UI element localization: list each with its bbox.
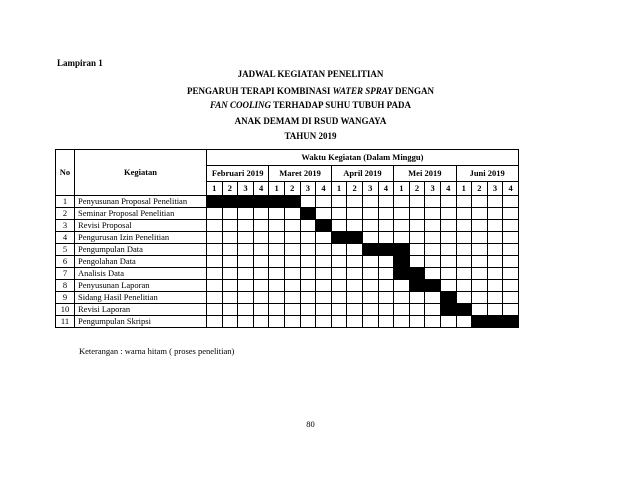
schedule-cell <box>347 280 363 292</box>
schedule-cell <box>284 256 300 268</box>
schedule-cell <box>284 208 300 220</box>
schedule-cell-active <box>487 316 503 328</box>
schedule-cell <box>472 244 488 256</box>
week-header-15: 3 <box>425 182 441 196</box>
schedule-cell <box>253 256 269 268</box>
row-number: 5 <box>56 244 75 256</box>
schedule-cell <box>425 232 441 244</box>
week-header-14: 2 <box>409 182 425 196</box>
schedule-cell <box>456 196 472 208</box>
week-header-18: 2 <box>472 182 488 196</box>
schedule-cell <box>284 304 300 316</box>
week-header-6: 2 <box>284 182 300 196</box>
schedule-cell <box>316 316 332 328</box>
schedule-cell <box>487 208 503 220</box>
schedule-cell-active <box>456 304 472 316</box>
schedule-cell <box>425 304 441 316</box>
schedule-cell <box>222 244 238 256</box>
schedule-cell <box>300 196 316 208</box>
schedule-cell <box>409 208 425 220</box>
week-header-12: 4 <box>378 182 394 196</box>
schedule-cell <box>394 280 410 292</box>
month-header-3: April 2019 <box>331 166 393 182</box>
schedule-cell <box>378 232 394 244</box>
schedule-cell <box>331 244 347 256</box>
schedule-cell <box>456 292 472 304</box>
schedule-cell <box>503 244 519 256</box>
schedule-cell <box>425 256 441 268</box>
schedule-cell <box>269 256 285 268</box>
schedule-cell <box>472 232 488 244</box>
schedule-cell <box>378 196 394 208</box>
schedule-cell <box>269 304 285 316</box>
schedule-cell <box>269 280 285 292</box>
schedule-cell <box>472 208 488 220</box>
week-header-16: 4 <box>440 182 456 196</box>
legend-note: Keterangan : warna hitam ( proses penelitian) <box>79 346 235 356</box>
schedule-cell <box>409 196 425 208</box>
row-number: 10 <box>56 304 75 316</box>
schedule-cell <box>331 208 347 220</box>
schedule-cell <box>409 292 425 304</box>
schedule-cell-active <box>409 268 425 280</box>
schedule-cell <box>207 292 223 304</box>
schedule-cell <box>238 280 254 292</box>
title-line-5: TAHUN 2019 <box>284 131 337 141</box>
schedule-cell <box>425 268 441 280</box>
schedule-cell <box>222 280 238 292</box>
schedule-cell <box>487 220 503 232</box>
schedule-cell <box>425 244 441 256</box>
no-header: No <box>56 150 75 196</box>
schedule-cell <box>425 292 441 304</box>
schedule-cell <box>300 256 316 268</box>
week-header-9: 1 <box>331 182 347 196</box>
schedule-cell <box>440 268 456 280</box>
row-number: 1 <box>56 196 75 208</box>
schedule-cell <box>222 208 238 220</box>
schedule-cell <box>238 292 254 304</box>
schedule-cell <box>394 220 410 232</box>
schedule-cell <box>394 304 410 316</box>
schedule-cell <box>300 268 316 280</box>
schedule-cell <box>394 232 410 244</box>
title-line-2: PENGARUH TERAPI KOMBINASI WATER SPRAY DENGAN <box>187 86 434 96</box>
schedule-cell-active <box>425 280 441 292</box>
schedule-cell <box>409 304 425 316</box>
schedule-cell <box>300 244 316 256</box>
schedule-cell <box>378 256 394 268</box>
schedule-cell <box>347 256 363 268</box>
schedule-cell <box>207 268 223 280</box>
schedule-cell-active <box>472 316 488 328</box>
title-line-1: JADWAL KEGIATAN PENELITIAN <box>237 69 384 79</box>
schedule-cell <box>253 208 269 220</box>
schedule-cell <box>238 268 254 280</box>
schedule-cell <box>316 196 332 208</box>
schedule-cell <box>362 208 378 220</box>
schedule-cell <box>269 268 285 280</box>
activity-name: Pengurusan Izin Penelitian <box>75 232 207 244</box>
schedule-cell <box>394 208 410 220</box>
activity-name: Revisi Laporan <box>75 304 207 316</box>
schedule-cell <box>253 244 269 256</box>
row-number: 11 <box>56 316 75 328</box>
schedule-cell <box>362 292 378 304</box>
schedule-cell <box>207 208 223 220</box>
schedule-cell <box>284 268 300 280</box>
title-line-2-italic: WATER SPRAY <box>332 86 393 96</box>
schedule-cell <box>409 220 425 232</box>
schedule-cell <box>378 304 394 316</box>
schedule-cell <box>331 256 347 268</box>
schedule-cell-active <box>331 232 347 244</box>
schedule-cell <box>253 220 269 232</box>
schedule-cell <box>300 280 316 292</box>
schedule-cell <box>378 208 394 220</box>
table-row <box>56 316 519 328</box>
schedule-cell <box>378 316 394 328</box>
activity-name: Pengumpulan Data <box>75 244 207 256</box>
schedule-cell-active <box>269 196 285 208</box>
schedule-cell <box>316 232 332 244</box>
row-number: 8 <box>56 280 75 292</box>
schedule-cell <box>238 244 254 256</box>
week-header-1: 1 <box>207 182 223 196</box>
title-line-3: FAN COOLING TERHADAP SUHU TUBUH PADA <box>210 100 411 110</box>
schedule-cell <box>238 304 254 316</box>
schedule-cell <box>269 292 285 304</box>
schedule-cell-active <box>394 244 410 256</box>
schedule-cell <box>503 292 519 304</box>
schedule-cell <box>503 232 519 244</box>
schedule-cell <box>362 304 378 316</box>
schedule-cell <box>409 244 425 256</box>
schedule-cell <box>472 196 488 208</box>
schedule-cell <box>456 268 472 280</box>
schedule-cell <box>503 196 519 208</box>
schedule-cell <box>425 220 441 232</box>
schedule-cell <box>472 280 488 292</box>
schedule-cell <box>425 196 441 208</box>
schedule-cell <box>347 196 363 208</box>
table-row <box>56 268 519 280</box>
schedule-cell-active <box>440 292 456 304</box>
page-number: 80 <box>306 419 315 429</box>
schedule-cell <box>456 256 472 268</box>
week-header-20: 4 <box>503 182 519 196</box>
table-row <box>56 304 519 316</box>
schedule-cell <box>269 220 285 232</box>
month-header-2: Maret 2019 <box>269 166 331 182</box>
schedule-cell <box>207 304 223 316</box>
schedule-cell <box>284 280 300 292</box>
schedule-cell <box>440 244 456 256</box>
schedule-cell-active <box>316 220 332 232</box>
schedule-cell <box>456 208 472 220</box>
schedule-cell <box>394 196 410 208</box>
schedule-cell <box>300 292 316 304</box>
activity-name: Pengumpulan Skripsi <box>75 316 207 328</box>
schedule-cell <box>331 292 347 304</box>
schedule-cell <box>487 292 503 304</box>
schedule-cell <box>207 232 223 244</box>
title-line-3-italic: FAN COOLING <box>210 100 271 110</box>
schedule-cell <box>269 244 285 256</box>
schedule-cell <box>347 220 363 232</box>
schedule-cell <box>222 292 238 304</box>
week-header-11: 3 <box>362 182 378 196</box>
schedule-cell <box>269 208 285 220</box>
schedule-cell <box>331 304 347 316</box>
schedule-cell <box>207 220 223 232</box>
schedule-cell <box>456 232 472 244</box>
activity-name: Penyusunan Laporan <box>75 280 207 292</box>
schedule-cell <box>362 256 378 268</box>
schedule-cell <box>238 220 254 232</box>
schedule-cell <box>300 304 316 316</box>
week-header-3: 3 <box>238 182 254 196</box>
schedule-cell <box>440 196 456 208</box>
schedule-cell <box>253 316 269 328</box>
schedule-cell-active <box>347 232 363 244</box>
schedule-cell-active <box>394 268 410 280</box>
schedule-cell <box>440 208 456 220</box>
schedule-cell <box>378 268 394 280</box>
schedule-cell <box>487 244 503 256</box>
activity-name: Penyusunan Proposal Penelitian <box>75 196 207 208</box>
schedule-cell <box>347 268 363 280</box>
schedule-cell <box>472 292 488 304</box>
schedule-cell <box>316 280 332 292</box>
time-header: Waktu Kegiatan (Dalam Minggu) <box>207 150 519 166</box>
schedule-cell <box>222 256 238 268</box>
schedule-cell <box>331 316 347 328</box>
schedule-cell <box>207 316 223 328</box>
schedule-cell <box>284 244 300 256</box>
schedule-cell <box>222 232 238 244</box>
schedule-cell <box>362 280 378 292</box>
schedule-cell <box>362 220 378 232</box>
schedule-cell <box>409 316 425 328</box>
schedule-cell <box>331 220 347 232</box>
schedule-cell <box>378 292 394 304</box>
schedule-cell <box>456 244 472 256</box>
schedule-cell <box>394 316 410 328</box>
schedule-cell <box>238 232 254 244</box>
schedule-cell <box>347 316 363 328</box>
schedule-cell <box>269 316 285 328</box>
schedule-cell <box>425 208 441 220</box>
month-header-1: Februari 2019 <box>207 166 269 182</box>
week-header-7: 3 <box>300 182 316 196</box>
schedule-cell <box>222 316 238 328</box>
schedule-cell <box>503 268 519 280</box>
schedule-cell <box>284 292 300 304</box>
schedule-cell <box>253 292 269 304</box>
schedule-cell <box>238 256 254 268</box>
schedule-cell <box>487 232 503 244</box>
schedule-cell <box>331 196 347 208</box>
schedule-cell <box>347 244 363 256</box>
schedule-cell <box>440 256 456 268</box>
schedule-cell <box>362 196 378 208</box>
title-line-4: ANAK DEMAM DI RSUD WANGAYA <box>234 116 387 126</box>
schedule-cell <box>316 256 332 268</box>
appendix-label: Lampiran 1 <box>57 58 103 68</box>
schedule-cell <box>207 244 223 256</box>
schedule-cell <box>222 268 238 280</box>
row-number: 7 <box>56 268 75 280</box>
schedule-cell <box>316 292 332 304</box>
schedule-cell-active <box>503 316 519 328</box>
activity-name: Seminar Proposal Penelitian <box>75 208 207 220</box>
schedule-cell-active <box>222 196 238 208</box>
schedule-cell-active <box>440 304 456 316</box>
schedule-cell <box>440 220 456 232</box>
table-row <box>56 256 519 268</box>
table-row <box>56 220 519 232</box>
schedule-cell <box>456 316 472 328</box>
schedule-cell <box>362 232 378 244</box>
schedule-cell <box>316 208 332 220</box>
schedule-cell <box>487 304 503 316</box>
schedule-cell <box>487 268 503 280</box>
week-header-5: 1 <box>269 182 285 196</box>
week-header-19: 3 <box>487 182 503 196</box>
row-number: 9 <box>56 292 75 304</box>
schedule-cell <box>409 256 425 268</box>
row-number: 3 <box>56 220 75 232</box>
schedule-cell <box>503 280 519 292</box>
schedule-cell <box>503 256 519 268</box>
schedule-cell <box>269 232 285 244</box>
schedule-cell-active <box>238 196 254 208</box>
schedule-cell <box>316 268 332 280</box>
schedule-cell-active <box>378 244 394 256</box>
schedule-cell <box>487 196 503 208</box>
schedule-cell <box>378 280 394 292</box>
schedule-cell <box>222 220 238 232</box>
row-number: 2 <box>56 208 75 220</box>
schedule-cell <box>472 256 488 268</box>
activity-name: Analisis Data <box>75 268 207 280</box>
schedule-cell <box>503 220 519 232</box>
schedule-cell-active <box>409 280 425 292</box>
schedule-table <box>55 149 519 328</box>
schedule-cell <box>284 220 300 232</box>
table-row <box>56 232 519 244</box>
row-number: 6 <box>56 256 75 268</box>
schedule-cell <box>253 268 269 280</box>
schedule-cell <box>207 256 223 268</box>
schedule-cell <box>331 268 347 280</box>
schedule-cell <box>238 316 254 328</box>
schedule-cell <box>425 316 441 328</box>
activity-name: Pengolahan Data <box>75 256 207 268</box>
table-row <box>56 280 519 292</box>
schedule-cell <box>347 292 363 304</box>
schedule-cell <box>409 232 425 244</box>
schedule-cell <box>503 304 519 316</box>
schedule-cell <box>456 220 472 232</box>
schedule-cell <box>253 280 269 292</box>
schedule-cell <box>284 232 300 244</box>
schedule-cell <box>253 232 269 244</box>
week-header-8: 4 <box>316 182 332 196</box>
schedule-cell <box>253 304 269 316</box>
schedule-cell-active <box>394 256 410 268</box>
week-header-17: 1 <box>456 182 472 196</box>
schedule-cell <box>440 280 456 292</box>
schedule-cell <box>472 220 488 232</box>
schedule-cell <box>331 280 347 292</box>
schedule-cell <box>487 280 503 292</box>
row-number: 4 <box>56 232 75 244</box>
schedule-cell <box>316 244 332 256</box>
table-row <box>56 292 519 304</box>
week-header-4: 4 <box>253 182 269 196</box>
schedule-cell <box>347 208 363 220</box>
table-row <box>56 244 519 256</box>
week-header-2: 2 <box>222 182 238 196</box>
month-header-5: Juni 2019 <box>456 166 518 182</box>
schedule-cell <box>362 316 378 328</box>
schedule-cell <box>472 268 488 280</box>
schedule-cell <box>207 280 223 292</box>
schedule-cell-active <box>207 196 223 208</box>
schedule-cell <box>456 280 472 292</box>
schedule-cell <box>394 292 410 304</box>
table-row <box>56 208 519 220</box>
schedule-cell <box>316 304 332 316</box>
week-header-13: 1 <box>394 182 410 196</box>
schedule-cell <box>300 232 316 244</box>
schedule-cell <box>487 256 503 268</box>
schedule-cell <box>362 268 378 280</box>
schedule-cell <box>440 316 456 328</box>
schedule-cell <box>378 220 394 232</box>
schedule-cell <box>284 316 300 328</box>
table-row <box>56 196 519 208</box>
schedule-cell <box>472 304 488 316</box>
schedule-cell-active <box>300 208 316 220</box>
week-header-10: 2 <box>347 182 363 196</box>
schedule-cell <box>238 208 254 220</box>
activity-header: Kegiatan <box>75 150 207 196</box>
schedule-cell <box>300 220 316 232</box>
schedule-cell <box>440 232 456 244</box>
schedule-cell-active <box>362 244 378 256</box>
month-header-4: Mei 2019 <box>394 166 456 182</box>
schedule-cell <box>347 304 363 316</box>
activity-name: Sidang Hasil Penelitian <box>75 292 207 304</box>
schedule-cell <box>222 304 238 316</box>
schedule-cell <box>503 208 519 220</box>
activity-name: Revisi Proposal <box>75 220 207 232</box>
schedule-cell <box>300 316 316 328</box>
schedule-cell-active <box>253 196 269 208</box>
schedule-cell-active <box>284 196 300 208</box>
